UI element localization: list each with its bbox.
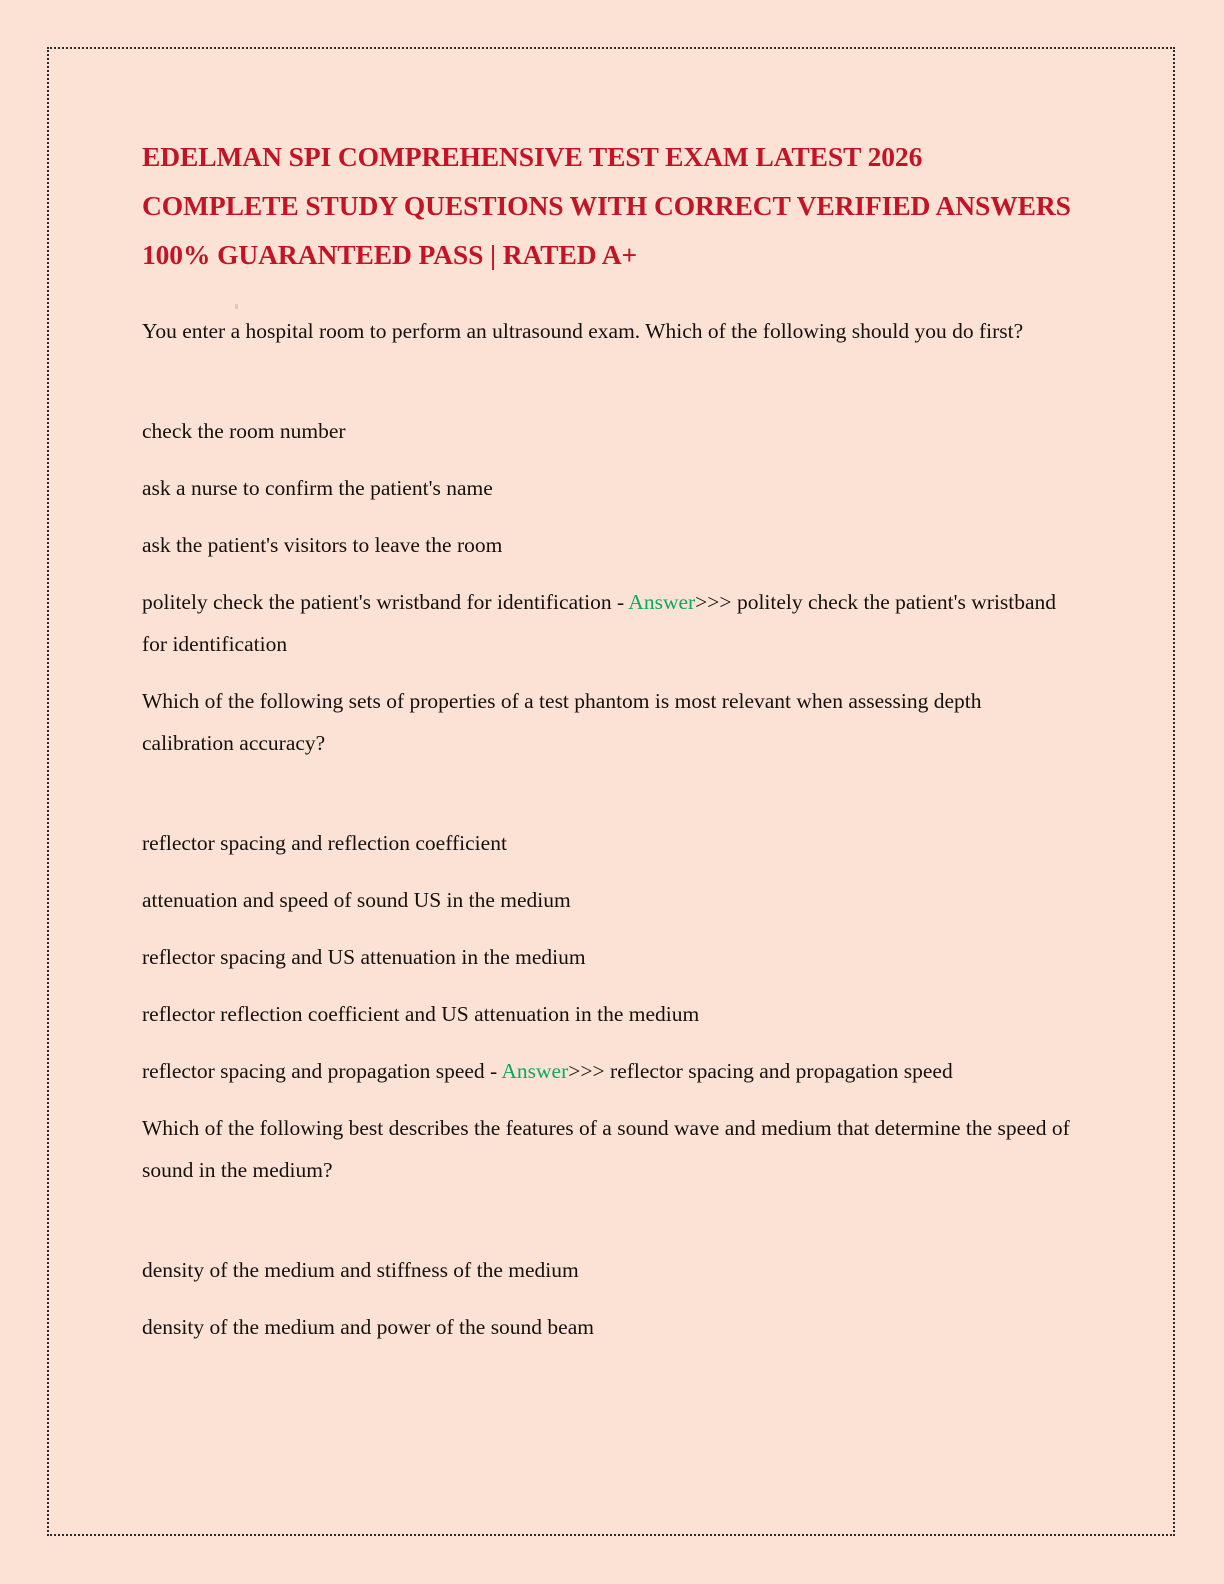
question-1-answer-line: [142, 581, 1070, 665]
question-prompt-2: Which of the following sets of properties of a test phantom is most relevant when assessing depth calibration accuracy?: [142, 689, 982, 755]
answer-arrow-2: >>>: [568, 1059, 611, 1083]
question-3-option-2: density of the medium and power of the sound beam: [142, 1315, 594, 1339]
answer-keyword-1: Answer: [628, 590, 696, 614]
spacer-opt-1-2: [142, 509, 1070, 524]
spacer-blank-1: [142, 352, 1070, 410]
spacer-q1-end: [142, 665, 1070, 680]
question-3-option-1: density of the medium and stiffness of the medium: [142, 1258, 579, 1282]
spacer-blank-2: [142, 764, 1070, 822]
answer-text-2: reflector spacing and propagation speed: [610, 1059, 953, 1083]
spacer-opt-1-3: [142, 566, 1070, 581]
question-2-option-4: reflector reflection coefficient and US attenuation in the medium: [142, 1002, 700, 1026]
spacer-opt-2-1: [142, 864, 1070, 879]
question-prompt-3: Which of the following best describes the features of a sound wave and medium that determine the speed of sound in the medium?: [142, 1116, 1070, 1182]
question-2-answer-line: [142, 1050, 1070, 1092]
answer-prefix-2: reflector spacing and propagation speed -: [142, 1059, 502, 1083]
page-title: EDELMAN SPI COMPREHENSIVE TEST EXAM LATEST 2026 COMPLETE STUDY QUESTIONS WITH CORRECT VERIFIED ANSWERS 100% GUARANTEED PASS | RATED A+: [142, 141, 1071, 270]
spacer-opt-3-1: [142, 1291, 1070, 1306]
question-2-option-1: reflector spacing and reflection coefficient: [142, 831, 507, 855]
spacer-opt-2-2: [142, 921, 1070, 936]
question-1-option-2: ask a nurse to confirm the patient's name: [142, 476, 493, 500]
answer-text-1: politely check the patient's wristband for identification: [142, 590, 1057, 656]
document-content: [142, 132, 1070, 1348]
question-2-option-3: reflector spacing and US attenuation in the medium: [142, 945, 586, 969]
question-2-option-2: attenuation and speed of sound US in the medium: [142, 888, 571, 912]
answer-arrow-1: >>>: [695, 590, 737, 614]
answer-keyword-2: Answer: [501, 1059, 569, 1083]
spacer-title: [142, 279, 1070, 310]
question-prompt-1: You enter a hospital room to perform an ultrasound exam. Which of the following should you do first?: [142, 319, 1024, 343]
answer-prefix-1: politely check the patient's wristband for identification -: [142, 590, 629, 614]
spacer-opt-2-3: [142, 978, 1070, 993]
spacer-blank-3: [142, 1191, 1070, 1249]
spacer-opt-2-4: [142, 1035, 1070, 1050]
spacer-opt-1-1: [142, 452, 1070, 467]
question-1-option-3: ask the patient's visitors to leave the room: [142, 533, 503, 557]
spacer-q2-end: [142, 1092, 1070, 1107]
question-1-option-1: check the room number: [142, 419, 346, 443]
